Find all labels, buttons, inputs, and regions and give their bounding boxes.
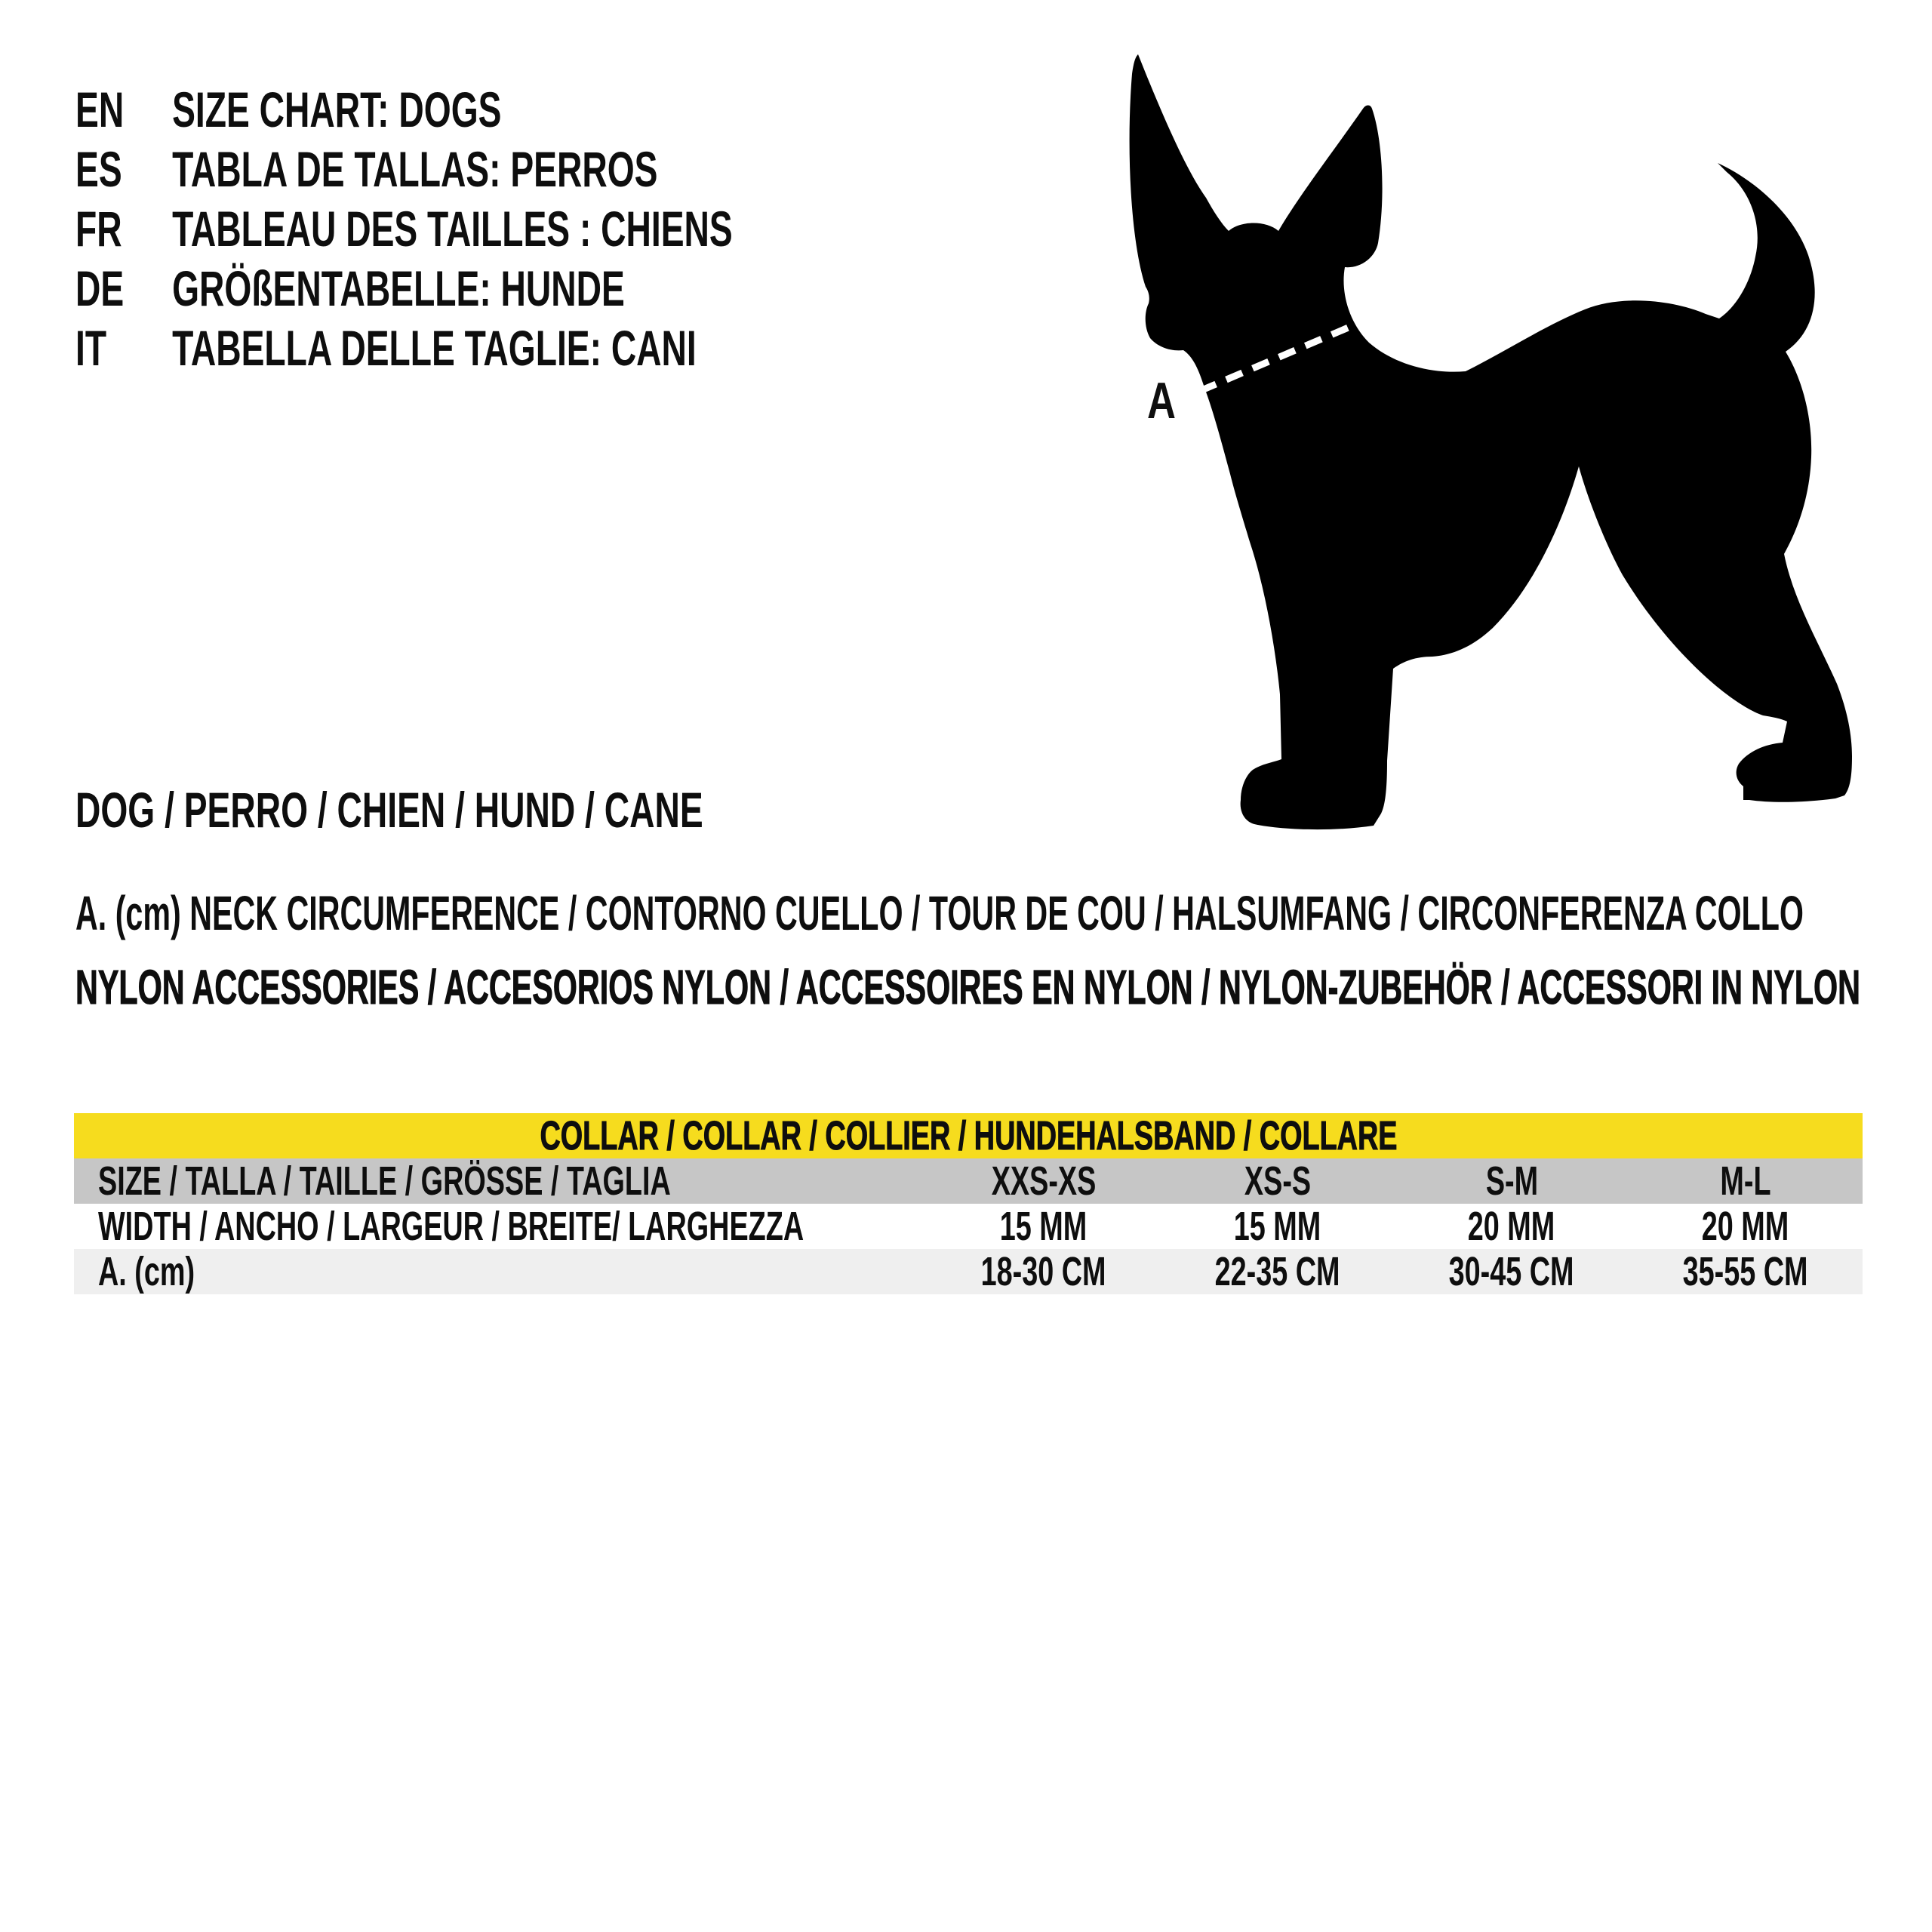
row-label: WIDTH / ANCHO / LARGEUR / BREITE/ LARGHEZZA bbox=[98, 1204, 804, 1249]
width-cell: 15 MM bbox=[1234, 1204, 1321, 1249]
animal-caption: DOG / PERRO / CHIEN / HUND / CANE bbox=[75, 782, 703, 838]
language-title: SIZE CHART: DOGS bbox=[172, 82, 502, 137]
language-row-es bbox=[75, 140, 1014, 199]
language-row-it bbox=[75, 318, 1014, 378]
width-cell: 15 MM bbox=[1000, 1204, 1088, 1249]
size-cell: S-M bbox=[1485, 1158, 1538, 1204]
neck-cell: 30-45 CM bbox=[1449, 1249, 1574, 1294]
note-neck-circumference: A. (cm) NECK CIRCUMFERENCE / CONTORNO CUELLO / TOUR DE COU / HALSUMFANG / CIRCONFERENZA COLLO bbox=[75, 886, 1804, 940]
language-title: TABLA DE TALLAS: PERROS bbox=[172, 141, 658, 197]
table-row-size bbox=[74, 1158, 1863, 1204]
note-material: NYLON ACCESSORIES / ACCESORIOS NYLON / ACCESSOIRES EN NYLON / NYLON-ZUBEHÖR / ACCESSORI IN NYLON bbox=[75, 960, 1860, 1014]
width-cell: 20 MM bbox=[1702, 1204, 1789, 1249]
language-title: TABELLA DELLE TAGLIE: CANI bbox=[172, 320, 697, 376]
row-label: SIZE / TALLA / TAILLE / GRÖSSE / TAGLIA bbox=[98, 1158, 671, 1204]
language-code: DE bbox=[75, 260, 125, 316]
measure-a-label: A bbox=[1147, 372, 1176, 429]
size-table bbox=[74, 1113, 1863, 1294]
size-cell: XXS-XS bbox=[991, 1158, 1097, 1204]
language-title: TABLEAU DES TAILLES : CHIENS bbox=[172, 201, 733, 257]
language-row-de bbox=[75, 259, 1014, 318]
size-cell: M-L bbox=[1720, 1158, 1771, 1204]
language-code: IT bbox=[75, 320, 107, 376]
language-row-en bbox=[75, 80, 1014, 140]
width-cell: 20 MM bbox=[1468, 1204, 1555, 1249]
language-code: FR bbox=[75, 201, 122, 257]
language-row-fr bbox=[75, 199, 1014, 259]
dog-illustration bbox=[1109, 45, 1909, 838]
table-row-width bbox=[74, 1204, 1863, 1249]
table-row-neck bbox=[74, 1249, 1863, 1294]
neck-cell: 35-55 CM bbox=[1683, 1249, 1808, 1294]
neck-cell: 18-30 CM bbox=[981, 1249, 1106, 1294]
neck-cell: 22-35 CM bbox=[1215, 1249, 1340, 1294]
table-header-collar: COLLAR / COLLAR / COLLIER / HUNDEHALSBAND / COLLARE bbox=[74, 1113, 1863, 1158]
row-label: A. (cm) bbox=[98, 1249, 195, 1294]
language-code: ES bbox=[75, 141, 122, 197]
language-list bbox=[75, 80, 1014, 378]
dog-silhouette-icon bbox=[1130, 54, 1852, 829]
size-cell: XS-S bbox=[1244, 1158, 1312, 1204]
language-title: GRÖßENTABELLE: HUNDE bbox=[172, 260, 625, 316]
language-code: EN bbox=[75, 82, 125, 137]
